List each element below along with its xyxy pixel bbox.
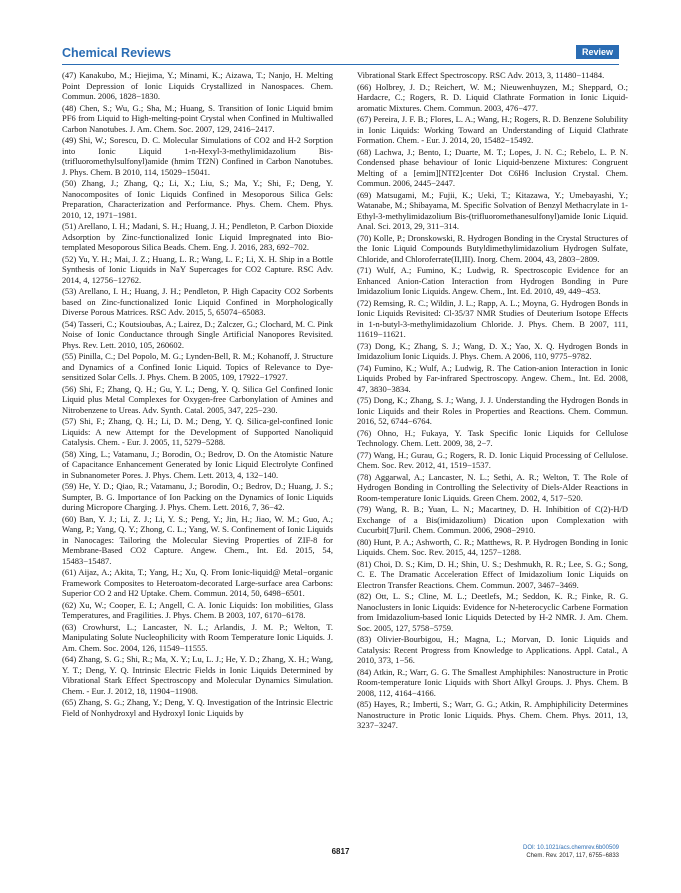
- header-rule: [62, 64, 619, 65]
- reference-item: (47) Kanakubo, M.; Hiejima, Y.; Minami, K.; Aizawa, T.; Nanjo, H. Melting Point Depression of Ionic Liquids Crystallized in Nanospaces. Chem. Commun. 2006, 1828−1830.: [62, 70, 333, 101]
- reference-item: (62) Xu, W.; Cooper, E. I.; Angell, C. A. Ionic Liquids: Ion mobilities, Glass Temperatures, and Fragilities. J. Phys. Chem. B 2003, 107, 6170−6178.: [62, 599, 333, 620]
- journal-title[interactable]: Chemical Reviews: [62, 46, 172, 60]
- reference-item: (81) Choi, D. S.; Kim, D. H.; Shin, U. S.; Deshmukh, R. R.; Lee, S. G.; Song, C. E. The Dramatic Acceleration Effect of Imidazolium Ionic Liquids on Electron Transfer Reactions. Chem. Commun. 2007, 3467−3469.: [357, 558, 628, 590]
- reference-item: (80) Hunt, P. A.; Ashworth, C. R.; Matthews, R. P. Hydrogen Bonding in Ionic Liquids. Chem. Soc. Rev. 2015, 44, 1257−1288.: [357, 536, 628, 557]
- reference-item: (69) Matsugami, M.; Fujii, K.; Ueki, T.; Kitazawa, Y.; Umebayashi, Y.; Watanabe, M.; Shibayama, M. Specific Solvation of Benzyl Methacrylate in 1-Ethyl-3-methylimidazolium Bis-(trifluoromethanesulfonyl)amide Ionic Liquid. Anal. Sci. 2013, 29, 311−314.: [357, 189, 628, 231]
- reference-item: (54) Tasseri, C.; Koutsioubas, A.; Lairez, D.; Zalczer, G.; Clochard, M. C. Pink Noise of Ionic Conductance through Single Artificial Nanopores Revisited. Phys. Rev. Lett. 2010, 105, 260602.: [62, 318, 333, 350]
- reference-item: (58) Xing, L.; Vatamanu, J.; Borodin, O.; Bedrov, D. On the Atomistic Nature of Capacitance Enhancement Generated by Ionic Liquid Electrolyte Confined in Subnanometer Pores. J. Phys. Chem. Lett. 2013, 4, 132−140.: [62, 448, 333, 480]
- page-header: [62, 44, 619, 66]
- reference-item: (75) Dong, K.; Zhang, S. J.; Wang, J. J. Understanding the Hydrogen Bonds in Ionic Liquids and their Roles in Properties and Reactions. Chem. Commun. 2016, 52, 6744−6764.: [357, 395, 628, 426]
- reference-item: (50) Zhang, J.; Zhang, Q.; Li, X.; Liu, S.; Ma, Y.; Shi, F.; Deng, Y. Nanocomposites of Ionic Liquids Confined in Mesoporous Silica Gels: Preparation, Characterization and Performance. Phys. Chem. Chem. Phys. 2010, 12, 1971−1981.: [62, 178, 333, 220]
- reference-item: Vibrational Stark Effect Spectroscopy. RSC Adv. 2013, 3, 11480−11484.: [357, 70, 605, 80]
- reference-item: (83) Olivier-Bourbigou, H.; Magna, L.; Morvan, D. Ionic Liquids and Catalysis: Recent Progress from Knowledge to Applications. Appl. Catal., A 2010, 373, 1−56.: [357, 634, 628, 665]
- references-column-right: [357, 70, 628, 840]
- reference-item: (49) Shi, W.; Sorescu, D. C. Molecular Simulations of CO2 and H-2 Sorption into Ionic Liquid 1-n-Hexyl-3-methylimidazolium Bis-(trifluoromethylsulfonyl)amide (hmim Tf2N) Confined in Carbon Nanotubes. J. Phys. Chem. B 2010, 114, 15029−15041.: [62, 135, 333, 177]
- reference-item: (68) Lachwa, J.; Bento, I.; Duarte, M. T.; Lopes, J. N. C.; Rebelo, L. P. N. Condensed phase behaviour of Ionic Liquid-benzene Mixtures: Congruent Melting of a [emim][NTf2]center Dot C6H6 Inclusion Crystal. Chem. Commun. 2006, 2445−2447.: [357, 146, 628, 188]
- reference-item: (55) Pinilla, C.; Del Popolo, M. G.; Lynden-Bell, R. M.; Kohanoff, J. Structure and Dynamics of a Confined Ionic Liquid. Topics of Relevance to Dye-sensitized Solar Cells. J. Phys. Chem. B 2005, 109, 17922−17927.: [62, 351, 333, 382]
- reference-item: (65) Zhang, S. G.; Zhang, Y.; Deng, Y. Q. Investigation of the Intrinsic Electric Field of Nonhydroxyl and Hydroxyl Ionic Liquids by: [62, 697, 333, 718]
- reference-item: (84) Atkin, R.; Warr, G. G. The Smallest Amphiphiles: Nanostructure in Protic Room-temperature Ionic Liquids with Short Alkyl Groups. J. Phys. Chem. B 2008, 112, 4164−4166.: [357, 666, 628, 698]
- reference-item: (59) He, Y. D.; Qiao, R.; Vatamanu, J.; Borodin, O.; Bedrov, D.; Huang, J. S.; Sumpter, B. G. Importance of Ion Packing on the Dynamics of Ionic Liquids during Micropore Charging. J. Phys. Chem. Lett. 2016, 7, 36−42.: [62, 481, 333, 512]
- reference-item: (56) Shi, F.; Zhang, Q. H.; Gu, Y. L.; Deng, Y. Q. Silica Gel Confined Ionic Liquid plus Metal Complexes for Oxygen-free Carbonylation of Amines and Nitrobenzene to Ureas. Adv. Synth. Catal. 2005, 347, 225−230.: [62, 383, 333, 415]
- reference-item: (67) Pereira, J. F. B.; Flores, L. A.; Wang, H.; Rogers, R. D. Benzene Solubility in Ionic Liquids: Working Toward an Understanding of Liquid Clathrate Formation. Chem. - Eur. J. 2014, 20, 15482−15492.: [357, 114, 628, 145]
- page-number: 6817: [331, 847, 350, 856]
- reference-item: (85) Hayes, R.; Imberti, S.; Warr, G. G.; Atkin, R. Amphiphilicity Determines Nanostructure in Protic Ionic Liquids. Phys. Chem. Chem. Phys. 2011, 13, 3237−3247.: [357, 699, 628, 730]
- reference-item: (51) Arellano, I. H.; Madani, S. H.; Huang, J. H.; Pendleton, P. Carbon Dioxide Adsorption by Zinc-functionalized Ionic Liquid Impregnated into Bio-templated Mesoporous Silica Beads. Chem. Eng. J. 2016, 283, 692−702.: [62, 221, 333, 252]
- reference-item: (52) Yu, Y. H.; Mai, J. Z.; Huang, L. R.; Wang, L. F.; Li, X. H. Ship in a Bottle Synthesis of Ionic Liquids in NaY Supercages for CO2 Capture. RSC Adv. 2014, 4, 12756−12762.: [62, 253, 333, 285]
- doi-link[interactable]: DOI: 10.1021/acs.chemrev.6b00509: [523, 845, 619, 851]
- reference-item: (78) Aggarwal, A.; Lancaster, N. L.; Sethi, A. R.; Welton, T. The Role of Hydrogen Bonding in Controlling the Selectivity of Diels-Alder Reactions in Room-temperature Ionic Liquids. Green Chem. 2002, 4, 517−520.: [357, 471, 628, 503]
- reference-item: (61) Aijaz, A.; Akita, T.; Yang, H.; Xu, Q. From Ionic-liquid@ Metal−organic Framework Composites to Heteroatom-decorated Large-surface area Carbons: Superior CO 2 and H2 Uptake. Chem. Commun. 2014, 50, 6498−6501.: [62, 567, 333, 598]
- reference-item: (48) Chen, S.; Wu, G.; Sha, M.; Huang, S. Transition of Ionic Liquid bmim PF6 from Liquid to High-melting-point Crystal when Confined in Multiwalled Carbon Nanotubes. J. Am. Chem. Soc. 2007, 129, 2416−2417.: [62, 102, 333, 134]
- reference-item: (71) Wulf, A.; Fumino, K.; Ludwig, R. Spectroscopic Evidence for an Enhanced Anion-Cation Interaction from Hydrogen Bonding in Pure Imidazolium Ionic Liquids. Angew. Chem., Int. Ed. 2010, 49, 449−453.: [357, 265, 628, 296]
- reference-item: (79) Wang, R. B.; Yuan, L. N.; Macartney, D. H. Inhibition of C(2)-H/D Exchange of a Bis(imidazolium) Dication upon Complexation with Cucurbit[7]uril. Chem. Commun. 2006, 2908−2910.: [357, 504, 628, 535]
- reference-item: (57) Shi, F.; Zhang, Q. H.; Li, D. M.; Deng, Y. Q. Silica-gel-confined Ionic Liquids: A new Attempt for the Development of Supported Nanoliquid Catalysis. Chem. - Eur. J. 2005, 11, 5279−5288.: [62, 416, 333, 447]
- reference-item: (63) Crowhurst, L.; Lancaster, N. L.; Arlandis, J. M. P.; Welton, T. Manipulating Solute Nucleophilicity with Room Temperature Ionic Liquids. J. Am. Chem. Soc. 2004, 126, 11549−11555.: [62, 621, 333, 653]
- reference-item: (70) Kolle, P.; Dronskowski, R. Hydrogen Bonding in the Crystal Structures of the Ionic Liquid Compounds Butyldimethylimidazolium Hydrogen Sulfate, Chloride, and Chloroferrate(II,III). Inorg. Chem. 2004, 43, 2803−2809.: [357, 232, 628, 264]
- reference-item: (66) Holbrey, J. D.; Reichert, W. M.; Nieuwenhuyzen, M.; Sheppard, O.; Hardacre, C.; Rogers, R. D. Liquid Clathrate Formation in Ionic Liquid-aromatic Mixtures. Chem. Commun. 2003, 476−477.: [357, 81, 628, 113]
- reference-item: (72) Remsing, R. C.; Wildin, J. L.; Rapp, A. L.; Moyna, G. Hydrogen Bonds in Ionic Liquids Revisited: Cl-35/37 NMR Studies of Deuterium Isotope Effects in 1-n-butyl-3-methylimidazolium Chloride. J. Phys. Chem. B 2007, 111, 11619−11621.: [357, 297, 628, 339]
- reference-item: (73) Dong, K.; Zhang, S. J.; Wang, D. X.; Yao, X. Q. Hydrogen Bonds in Imidazolium Ionic Liquids. J. Phys. Chem. A 2006, 110, 9775−9782.: [357, 340, 628, 361]
- reference-item: (53) Arellano, I. H.; Huang, J. H.; Pendleton, P. High Capacity CO2 Sorbents based on Zinc-functionalized Ionic Liquid Confined in Morphologically Diverse Porous Matrices. RSC Adv. 2015, 5, 65074−65083.: [62, 286, 333, 317]
- section-badge: Review: [576, 45, 619, 59]
- reference-item: (64) Zhang, S. G.; Shi, R.; Ma, X. Y.; Lu, L. J.; He, Y. D.; Zhang, X. H.; Wang, Y. T.; Deng, Y. Q. Intrinsic Electric Fields in Ionic Liquids Determined by Vibrational Stark Effect Spectroscopy and Molecular Dynamics Simulation. Chem. - Eur. J. 2012, 18, 11904−11908.: [62, 654, 333, 696]
- reference-item: (76) Ohno, H.; Fukaya, Y. Task Specific Ionic Liquids for Cellulose Technology. Chem. Lett. 2009, 38, 2−7.: [357, 427, 628, 448]
- reference-item: (74) Fumino, K.; Wulf, A.; Ludwig, R. The Cation-anion Interaction in Ionic Liquids Probed by Far-infrared Spectroscopy. Angew. Chem., Int. Ed. 2008, 47, 3830−3834.: [357, 362, 628, 394]
- reference-item: (82) Ott, L. S.; Cline, M. L.; Deetlefs, M.; Seddon, K. R.; Finke, R. G. Nanoclusters in Ionic Liquids: Evidence for N-heterocyclic Carbene Formation from Imidazolium-based Ionic Liquids Detected by H-2 NMR. J. Am. Chem. Soc. 2005, 127, 5758−5759.: [357, 591, 628, 633]
- references-column-left: [62, 70, 333, 840]
- citation-text: Chem. Rev. 2017, 117, 6755−6833: [526, 853, 619, 859]
- footer-citation: [523, 844, 619, 860]
- reference-item: (77) Wang, H.; Gurau, G.; Rogers, R. D. Ionic Liquid Processing of Cellulose. Chem. Soc. Rev. 2012, 41, 1519−1537.: [357, 449, 628, 470]
- reference-item: (60) Ban, Y. J.; Li, Z. J.; Li, Y. S.; Peng, Y.; Jin, H.; Jiao, W. M.; Guo, A.; Wang, P.; Yang, Q. Y.; Zhong, C. L.; Yang, W. S. Confinement of Ionic Liquids in Nanocages: Tailoring the Molecular Sieving Properties of ZIF-8 for Membrane-Based CO2 Capture. Angew. Chem., Int. Ed. 2015, 54, 15483−15487.: [62, 513, 333, 566]
